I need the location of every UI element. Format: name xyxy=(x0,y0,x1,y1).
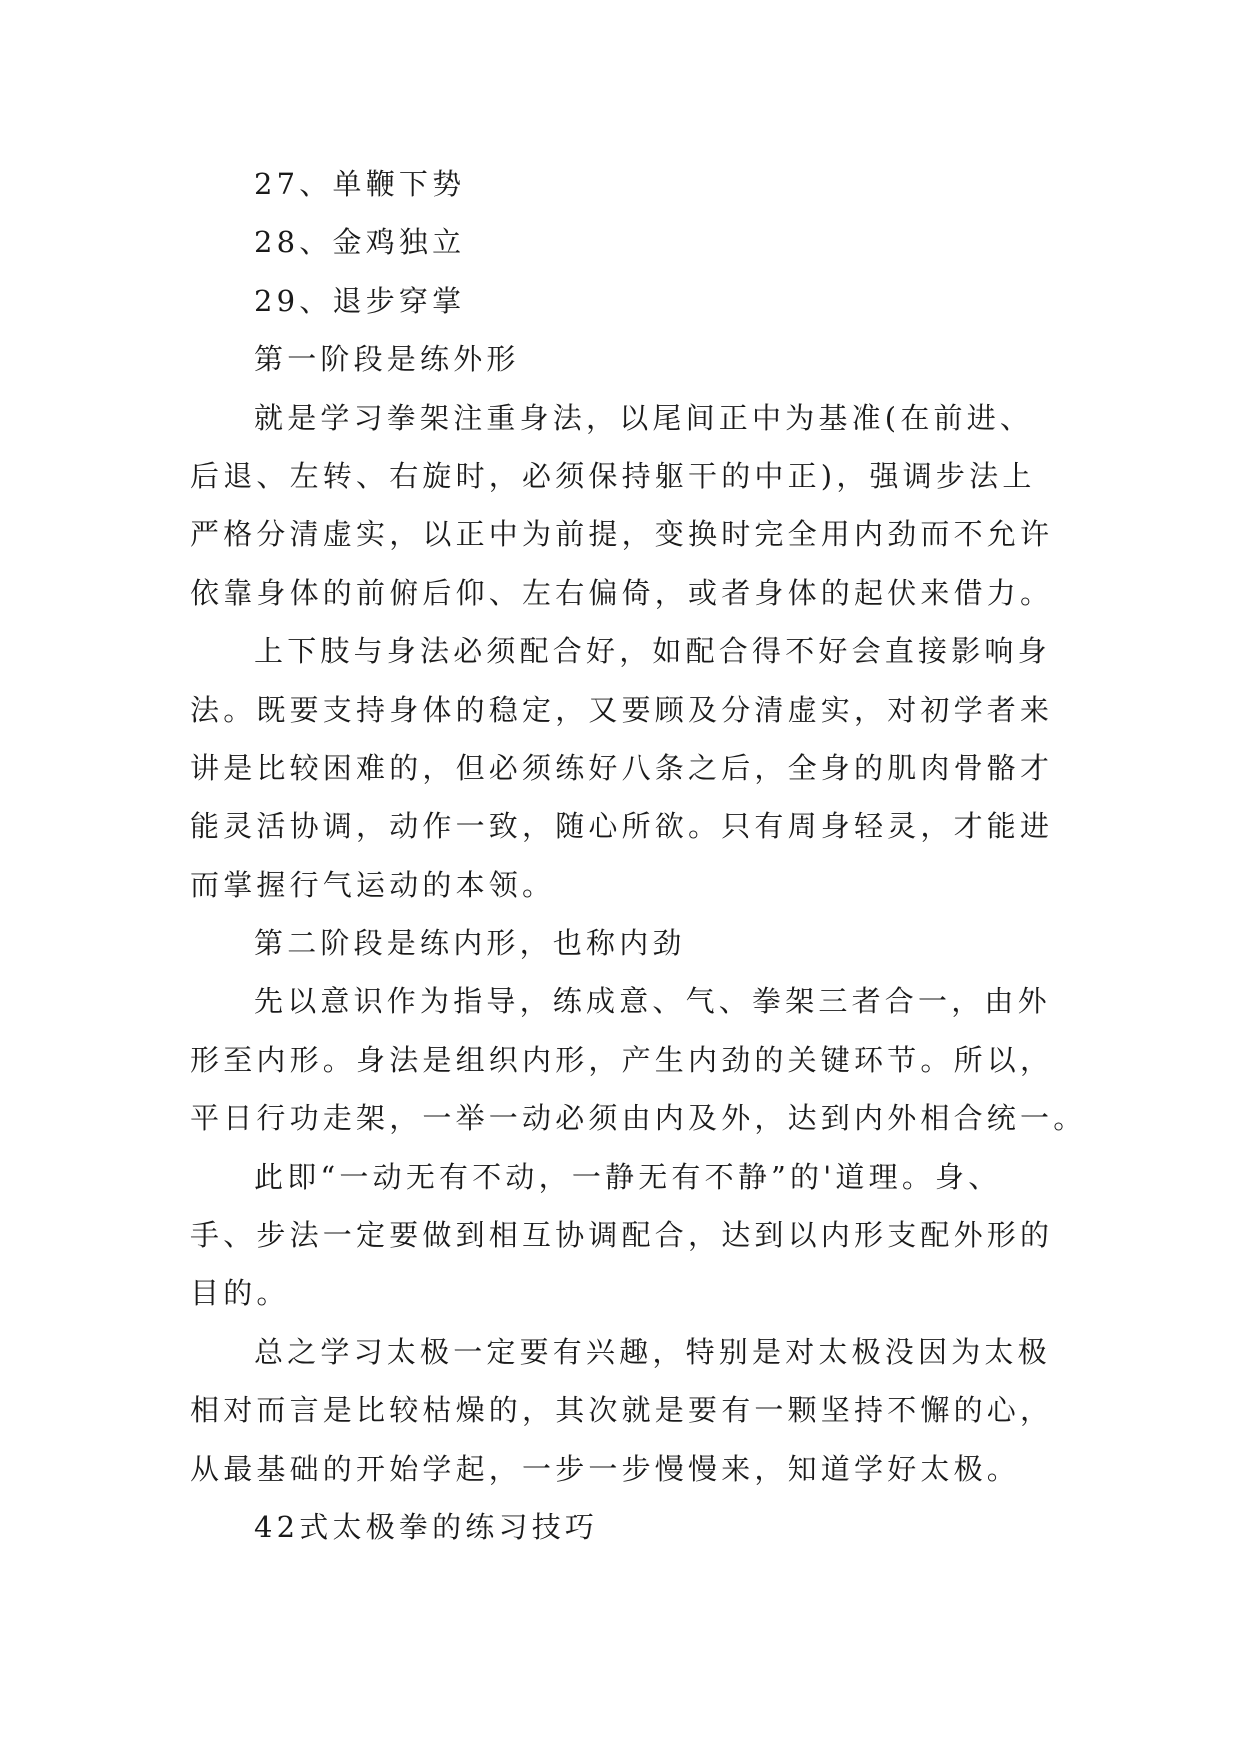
paragraph-line: 形至内形。身法是组织内形，产生内劲的关键环节。所以， xyxy=(190,1042,1054,1077)
paragraph-line: 就是学习拳架注重身法，以尾间正中为基准(在前进、 xyxy=(254,400,1034,435)
paragraph-line: 目的。 xyxy=(190,1276,290,1311)
paragraph-line: 相对而言是比较枯燥的，其次就是要有一颗坚持不懈的心， xyxy=(190,1393,1054,1428)
list-item-28: 28、金鸡独立 xyxy=(254,225,466,260)
paragraph-line: 依靠身体的前俯后仰、左右偏倚，或者身体的起伏来借力。 xyxy=(190,575,1054,610)
paragraph-line: 上下肢与身法必须配合好，如配合得不好会直接影响身 xyxy=(254,634,1051,669)
paragraph-line: 手、步法一定要做到相互协调配合，达到以内形支配外形的 xyxy=(190,1218,1054,1253)
paragraph-line: 能灵活协调，动作一致，随心所欲。只有周身轻灵，才能进 xyxy=(190,809,1054,844)
paragraph-line: 后退、左转、右旋时，必须保持躯干的中正)，强调步法上 xyxy=(190,458,1036,493)
paragraph-line: 而掌握行气运动的本领。 xyxy=(190,867,556,902)
list-item-27: 27、单鞭下势 xyxy=(254,167,466,201)
paragraph-line: 讲是比较困难的，但必须练好八条之后，全身的肌肉骨骼才 xyxy=(190,750,1054,785)
section-heading-practice-tips: 42式太极拳的练习技巧 xyxy=(254,1509,599,1544)
paragraph-line: 从最基础的开始学起，一步一步慢慢来，知道学好太极。 xyxy=(190,1451,1021,1486)
section-heading-stage-two: 第二阶段是练内形，也称内劲 xyxy=(254,926,686,961)
paragraph-line: 此即“一动无有不动，一静无有不静”的'道理。身、 xyxy=(254,1159,1002,1194)
section-heading-stage-one: 第一阶段是练外形 xyxy=(254,342,520,377)
paragraph-line: 先以意识作为指导，练成意、气、拳架三者合一，由外 xyxy=(254,984,1051,1019)
paragraph-line: 平日行功走架，一举一动必须由内及外，达到内外相合统一。 xyxy=(190,1101,1087,1136)
paragraph-line: 总之学习太极一定要有兴趣，特别是对太极没因为太极 xyxy=(254,1334,1051,1369)
paragraph-line: 严格分清虚实，以正中为前提，变换时完全用内劲而不允许 xyxy=(190,517,1054,552)
paragraph-line: 法。既要支持身体的稳定，又要顾及分清虚实，对初学者来 xyxy=(190,692,1054,727)
document-body xyxy=(190,155,1087,1556)
list-item-29: 29、退步穿掌 xyxy=(254,283,466,318)
